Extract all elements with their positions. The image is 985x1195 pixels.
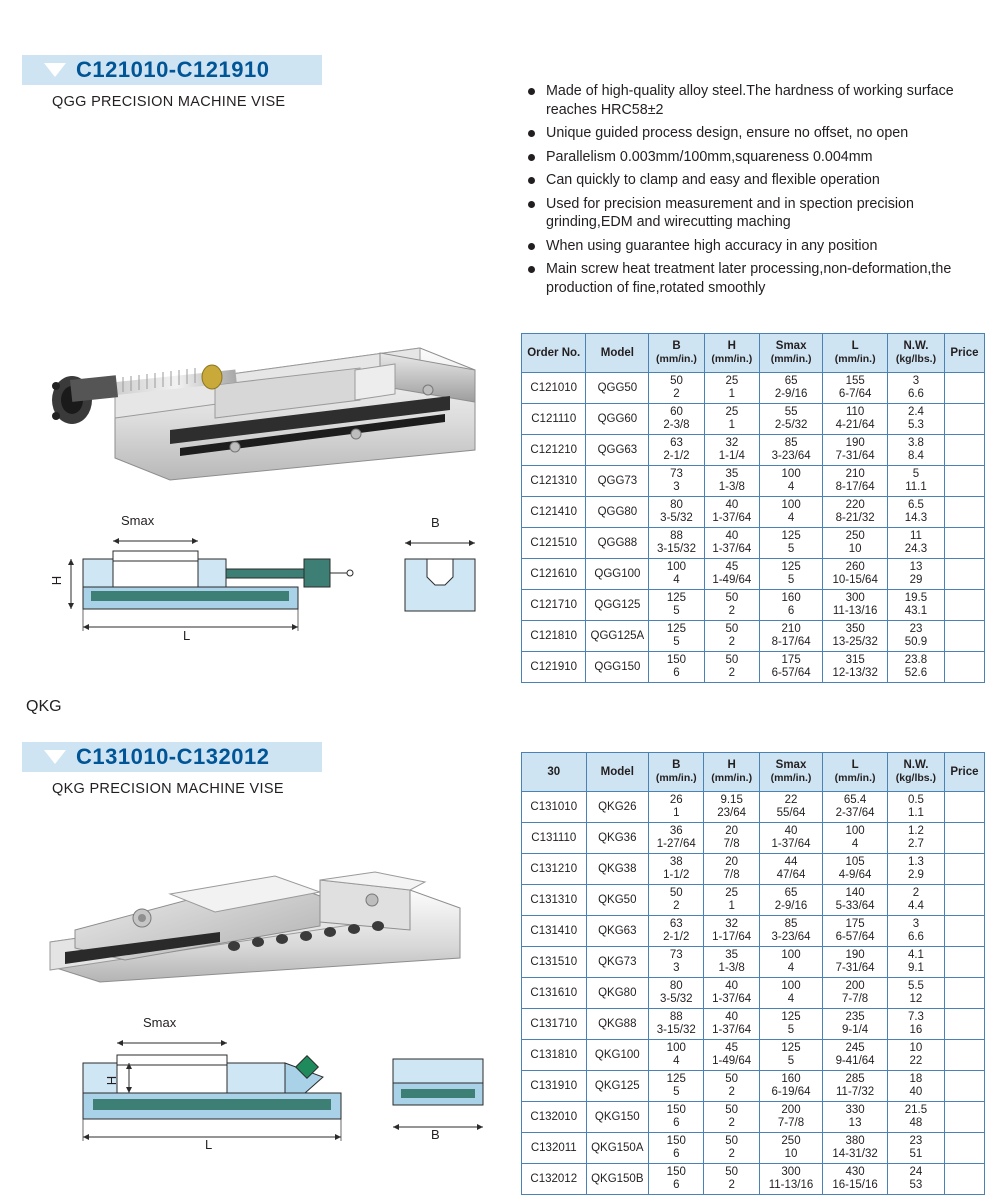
cell-smax: 125 5 — [760, 559, 823, 590]
list-item: Unique guided process design, ensure no offset, no open — [528, 124, 968, 143]
cell-order: C121410 — [522, 497, 586, 528]
cell-price[interactable] — [944, 1164, 984, 1195]
cell-l: 285 11-7/32 — [823, 1071, 888, 1102]
table-row — [522, 528, 985, 559]
section-subtitle-qkg: QKG PRECISION MACHINE VISE — [52, 781, 284, 797]
section-code-qgg: C121010-C121910 — [76, 57, 270, 82]
cell-l: 175 6-57/64 — [823, 916, 888, 947]
cell-model: QKG125 — [586, 1071, 649, 1102]
cell-smax: 125 5 — [760, 528, 823, 559]
table-header-row — [522, 753, 985, 792]
cell-nw: 1.2 2.7 — [888, 823, 945, 854]
cell-nw: 5.5 12 — [888, 978, 945, 1009]
cell-order: C131810 — [522, 1040, 587, 1071]
table-row — [522, 1133, 985, 1164]
cell-h: 35 1-3/8 — [704, 466, 759, 497]
col-nw: N.W. (kg/lbs.) — [888, 753, 945, 792]
cell-l: 210 8-17/64 — [823, 466, 888, 497]
cell-order: C131910 — [522, 1071, 587, 1102]
cell-nw: 1.3 2.9 — [888, 854, 945, 885]
table-row — [522, 978, 985, 1009]
cell-order: C131410 — [522, 916, 587, 947]
table-body-qgg — [522, 373, 985, 683]
cell-l: 100 4 — [823, 823, 888, 854]
label-h-qkg: H — [104, 1075, 120, 1086]
cell-model: QKG88 — [586, 1009, 649, 1040]
cell-price[interactable] — [944, 854, 984, 885]
table-header-row — [522, 334, 985, 373]
cell-price[interactable] — [944, 947, 984, 978]
table-row — [522, 1102, 985, 1133]
table-row — [522, 792, 985, 823]
table-row — [522, 559, 985, 590]
cell-price[interactable] — [944, 916, 984, 947]
cell-h: 50 2 — [704, 1071, 759, 1102]
col-smax: Smax (mm/in.) — [760, 334, 823, 373]
cell-l: 260 10-15/64 — [823, 559, 888, 590]
cell-price[interactable] — [944, 823, 984, 854]
table-row — [522, 590, 985, 621]
label-b-qgg: B — [431, 515, 440, 530]
table-row — [522, 373, 985, 404]
cell-nw: 23 50.9 — [888, 621, 945, 652]
cell-price[interactable] — [944, 373, 984, 404]
title-bar-qgg — [22, 55, 322, 85]
product-photo-qkg — [20, 830, 490, 995]
cell-smax: 85 3-23/64 — [759, 916, 822, 947]
cell-nw: 2.4 5.3 — [888, 404, 945, 435]
cell-model: QKG100 — [586, 1040, 649, 1071]
cell-order: C121310 — [522, 466, 586, 497]
table-body-qkg — [522, 792, 985, 1195]
col-order-no: Order No. — [522, 334, 586, 373]
cell-h: 25 1 — [704, 885, 759, 916]
cell-b: 38 1-1/2 — [649, 854, 704, 885]
cell-smax: 100 4 — [759, 978, 822, 1009]
cell-price[interactable] — [944, 528, 984, 559]
cell-model: QGG73 — [586, 466, 649, 497]
cell-smax: 40 1-37/64 — [759, 823, 822, 854]
cell-l: 235 9-1/4 — [823, 1009, 888, 1040]
label-l-qkg: L — [205, 1137, 213, 1152]
cell-model: QKG150A — [586, 1133, 649, 1164]
list-item: Main screw heat treatment later processing,non-deformation,the production of fine,rotated smoothly — [528, 260, 968, 297]
cell-l: 250 10 — [823, 528, 888, 559]
cell-model: QGG125 — [586, 590, 649, 621]
spec-table-qkg — [521, 752, 985, 1195]
cell-price[interactable] — [944, 1040, 984, 1071]
cell-nw: 4.1 9.1 — [888, 947, 945, 978]
cell-smax: 100 4 — [760, 466, 823, 497]
cell-h: 50 2 — [704, 590, 759, 621]
cell-price[interactable] — [944, 978, 984, 1009]
cell-l: 245 9-41/64 — [823, 1040, 888, 1071]
label-l-qgg: L — [183, 628, 191, 643]
col-b: B (mm/in.) — [649, 753, 704, 792]
table-row — [522, 823, 985, 854]
cell-b: 80 3-5/32 — [649, 497, 704, 528]
cell-h: 35 1-3/8 — [704, 947, 759, 978]
cell-order: C131310 — [522, 885, 587, 916]
cell-price[interactable] — [944, 885, 984, 916]
cell-model: QKG38 — [586, 854, 649, 885]
cell-l: 190 7-31/64 — [823, 435, 888, 466]
cell-nw: 6.5 14.3 — [888, 497, 945, 528]
cell-smax: 65 2-9/16 — [760, 373, 823, 404]
cell-order: C121810 — [522, 621, 586, 652]
cell-order: C131010 — [522, 792, 587, 823]
table-row — [522, 947, 985, 978]
cell-nw: 2 4.4 — [888, 885, 945, 916]
cell-b: 80 3-5/32 — [649, 978, 704, 1009]
cell-price[interactable] — [944, 621, 984, 652]
cell-smax: 125 5 — [759, 1009, 822, 1040]
cell-b: 50 2 — [649, 885, 704, 916]
table-row — [522, 466, 985, 497]
cell-l: 140 5-33/64 — [823, 885, 888, 916]
cell-smax: 160 6 — [760, 590, 823, 621]
cell-h: 50 2 — [704, 1133, 759, 1164]
col-model: Model — [586, 753, 649, 792]
cell-model: QKG36 — [586, 823, 649, 854]
cell-l: 190 7-31/64 — [823, 947, 888, 978]
cell-h: 50 2 — [704, 621, 759, 652]
cell-smax: 65 2-9/16 — [759, 885, 822, 916]
cell-l: 220 8-21/32 — [823, 497, 888, 528]
cell-model: QGG50 — [586, 373, 649, 404]
cell-nw: 3.8 8.4 — [888, 435, 945, 466]
cell-h: 50 2 — [704, 1164, 759, 1195]
cell-smax: 200 7-7/8 — [759, 1102, 822, 1133]
cell-nw: 23.8 52.6 — [888, 652, 945, 683]
feature-list — [528, 82, 968, 302]
cell-smax: 175 6-57/64 — [760, 652, 823, 683]
cell-b: 100 4 — [649, 559, 704, 590]
table-row — [522, 621, 985, 652]
cell-model: QGG100 — [586, 559, 649, 590]
cell-nw: 19.5 43.1 — [888, 590, 945, 621]
cell-smax: 160 6-19/64 — [759, 1071, 822, 1102]
section-header-qkg — [22, 742, 322, 797]
table-row — [522, 885, 985, 916]
col-b: B (mm/in.) — [649, 334, 704, 373]
cell-nw: 23 51 — [888, 1133, 945, 1164]
table-row — [522, 854, 985, 885]
cell-model: QKG63 — [586, 916, 649, 947]
cell-smax: 100 4 — [760, 497, 823, 528]
section-subtitle-qgg: QGG PRECISION MACHINE VISE — [52, 94, 286, 110]
cell-smax: 125 5 — [759, 1040, 822, 1071]
cell-nw: 13 29 — [888, 559, 945, 590]
col-l: L (mm/in.) — [823, 334, 888, 373]
cell-price[interactable] — [944, 435, 984, 466]
cell-price[interactable] — [944, 404, 984, 435]
cell-price[interactable] — [944, 1071, 984, 1102]
group-label-qkg: QKG — [26, 698, 62, 715]
cell-l: 350 13-25/32 — [823, 621, 888, 652]
cell-model: QKG80 — [586, 978, 649, 1009]
cell-order: C121610 — [522, 559, 586, 590]
cell-smax: 250 10 — [759, 1133, 822, 1164]
cell-b: 150 6 — [649, 652, 704, 683]
cell-order: C132011 — [522, 1133, 587, 1164]
cell-model: QGG150 — [586, 652, 649, 683]
cell-order: C132010 — [522, 1102, 587, 1133]
cell-model: QKG73 — [586, 947, 649, 978]
cell-l: 315 12-13/32 — [823, 652, 888, 683]
cell-b: 50 2 — [649, 373, 704, 404]
cell-smax: 85 3-23/64 — [760, 435, 823, 466]
list-item: Used for precision measurement and in spection precision grinding,EDM and wirecutting maching — [528, 195, 968, 232]
cell-h: 45 1-49/64 — [704, 1040, 759, 1071]
cell-h: 25 1 — [704, 404, 759, 435]
cell-l: 105 4-9/64 — [823, 854, 888, 885]
table-row — [522, 404, 985, 435]
cell-nw: 21.5 48 — [888, 1102, 945, 1133]
cell-model: QGG80 — [586, 497, 649, 528]
triangle-down-icon — [44, 63, 66, 77]
col-price: Price — [944, 753, 984, 792]
cell-price[interactable] — [944, 1133, 984, 1164]
cell-smax: 210 8-17/64 — [760, 621, 823, 652]
table-row — [522, 652, 985, 683]
cell-order: C121710 — [522, 590, 586, 621]
cell-model: QKG50 — [586, 885, 649, 916]
list-item: When using guarantee high accuracy in any position — [528, 237, 968, 256]
col-l: L (mm/in.) — [823, 753, 888, 792]
section-header-qgg — [22, 55, 322, 110]
list-item: Made of high-quality alloy steel.The hardness of working surface reaches HRC58±2 — [528, 82, 968, 119]
cell-nw: 3 6.6 — [888, 916, 945, 947]
cell-h: 40 1-37/64 — [704, 528, 759, 559]
cell-l: 65.4 2-37/64 — [823, 792, 888, 823]
cell-model: QGG63 — [586, 435, 649, 466]
cell-nw: 0.5 1.1 — [888, 792, 945, 823]
cell-b: 26 1 — [649, 792, 704, 823]
title-bar-qkg — [22, 742, 322, 772]
table-row — [522, 916, 985, 947]
cell-model: QKG150 — [586, 1102, 649, 1133]
cell-order: C131610 — [522, 978, 587, 1009]
cell-smax: 55 2-5/32 — [760, 404, 823, 435]
table-row — [522, 1164, 985, 1195]
cell-nw: 24 53 — [888, 1164, 945, 1195]
cell-b: 73 3 — [649, 947, 704, 978]
list-item: Can quickly to clamp and easy and flexible operation — [528, 171, 968, 190]
cell-price[interactable] — [944, 590, 984, 621]
list-item: Parallelism 0.003mm/100mm,squareness 0.004mm — [528, 148, 968, 167]
cell-price[interactable] — [944, 497, 984, 528]
cell-h: 40 1-37/64 — [704, 497, 759, 528]
cell-b: 88 3-15/32 — [649, 528, 704, 559]
cell-order: C121510 — [522, 528, 586, 559]
cell-b: 150 6 — [649, 1102, 704, 1133]
cell-h: 50 2 — [704, 1102, 759, 1133]
label-h-qgg: H — [49, 575, 65, 586]
spec-table-qgg — [521, 333, 985, 683]
cell-h: 40 1-37/64 — [704, 1009, 759, 1040]
col-nw: N.W. (kg/lbs.) — [888, 334, 945, 373]
section-code-qkg: C131010-C132012 — [76, 744, 270, 769]
cell-l: 200 7-7/8 — [823, 978, 888, 1009]
cell-b: 150 6 — [649, 1164, 704, 1195]
cell-model: QGG125A — [586, 621, 649, 652]
cell-h: 45 1-49/64 — [704, 559, 759, 590]
cell-l: 155 6-7/64 — [823, 373, 888, 404]
cell-l: 300 11-13/16 — [823, 590, 888, 621]
col-model: Model — [586, 334, 649, 373]
cell-h: 50 2 — [704, 652, 759, 683]
cell-nw: 7.3 16 — [888, 1009, 945, 1040]
cell-smax: 100 4 — [759, 947, 822, 978]
col-h: H (mm/in.) — [704, 334, 759, 373]
cell-nw: 3 6.6 — [888, 373, 945, 404]
cell-nw: 10 22 — [888, 1040, 945, 1071]
cell-b: 150 6 — [649, 1133, 704, 1164]
dimension-diagram-qkg — [55, 1015, 485, 1155]
cell-model: QGG60 — [586, 404, 649, 435]
label-smax-qkg: Smax — [143, 1015, 177, 1030]
cell-model: QGG88 — [586, 528, 649, 559]
table-row — [522, 1071, 985, 1102]
table-row — [522, 435, 985, 466]
cell-model: QKG26 — [586, 792, 649, 823]
product-photo-qgg — [20, 330, 490, 495]
cell-smax: 22 55/64 — [759, 792, 822, 823]
cell-price[interactable] — [944, 792, 984, 823]
col-price: Price — [944, 334, 984, 373]
cell-smax: 300 11-13/16 — [759, 1164, 822, 1195]
cell-h: 9.15 23/64 — [704, 792, 759, 823]
cell-order: C132012 — [522, 1164, 587, 1195]
cell-order: C121110 — [522, 404, 586, 435]
cell-h: 40 1-37/64 — [704, 978, 759, 1009]
cell-b: 73 3 — [649, 466, 704, 497]
cell-h: 32 1-17/64 — [704, 916, 759, 947]
label-smax-qgg: Smax — [121, 513, 155, 528]
cell-order: C131210 — [522, 854, 587, 885]
cell-b: 125 5 — [649, 590, 704, 621]
cell-b: 125 5 — [649, 1071, 704, 1102]
cell-nw: 11 24.3 — [888, 528, 945, 559]
cell-b: 60 2-3/8 — [649, 404, 704, 435]
col-order-no: 30 — [522, 753, 587, 792]
cell-h: 20 7/8 — [704, 854, 759, 885]
cell-nw: 5 11.1 — [888, 466, 945, 497]
col-h: H (mm/in.) — [704, 753, 759, 792]
cell-h: 32 1-1/4 — [704, 435, 759, 466]
triangle-down-icon — [44, 750, 66, 764]
cell-nw: 18 40 — [888, 1071, 945, 1102]
cell-l: 330 13 — [823, 1102, 888, 1133]
cell-b: 100 4 — [649, 1040, 704, 1071]
cell-b: 125 5 — [649, 621, 704, 652]
cell-order: C131710 — [522, 1009, 587, 1040]
cell-price[interactable] — [944, 466, 984, 497]
cell-price[interactable] — [944, 559, 984, 590]
cell-order: C121010 — [522, 373, 586, 404]
cell-order: C131110 — [522, 823, 587, 854]
table-row — [522, 1009, 985, 1040]
cell-l: 110 4-21/64 — [823, 404, 888, 435]
cell-model: QKG150B — [586, 1164, 649, 1195]
cell-order: C121210 — [522, 435, 586, 466]
col-smax: Smax (mm/in.) — [759, 753, 822, 792]
cell-b: 88 3-15/32 — [649, 1009, 704, 1040]
label-b-qkg: B — [431, 1127, 440, 1142]
cell-h: 20 7/8 — [704, 823, 759, 854]
cell-smax: 44 47/64 — [759, 854, 822, 885]
cell-b: 63 2-1/2 — [649, 916, 704, 947]
cell-order: C121910 — [522, 652, 586, 683]
cell-b: 36 1-27/64 — [649, 823, 704, 854]
cell-l: 430 16-15/16 — [823, 1164, 888, 1195]
cell-l: 380 14-31/32 — [823, 1133, 888, 1164]
cell-price[interactable] — [944, 652, 984, 683]
cell-price[interactable] — [944, 1102, 984, 1133]
cell-h: 25 1 — [704, 373, 759, 404]
cell-price[interactable] — [944, 1009, 984, 1040]
dimension-diagram-qgg — [49, 513, 485, 645]
table-row — [522, 1040, 985, 1071]
table-row — [522, 497, 985, 528]
cell-order: C131510 — [522, 947, 587, 978]
cell-b: 63 2-1/2 — [649, 435, 704, 466]
